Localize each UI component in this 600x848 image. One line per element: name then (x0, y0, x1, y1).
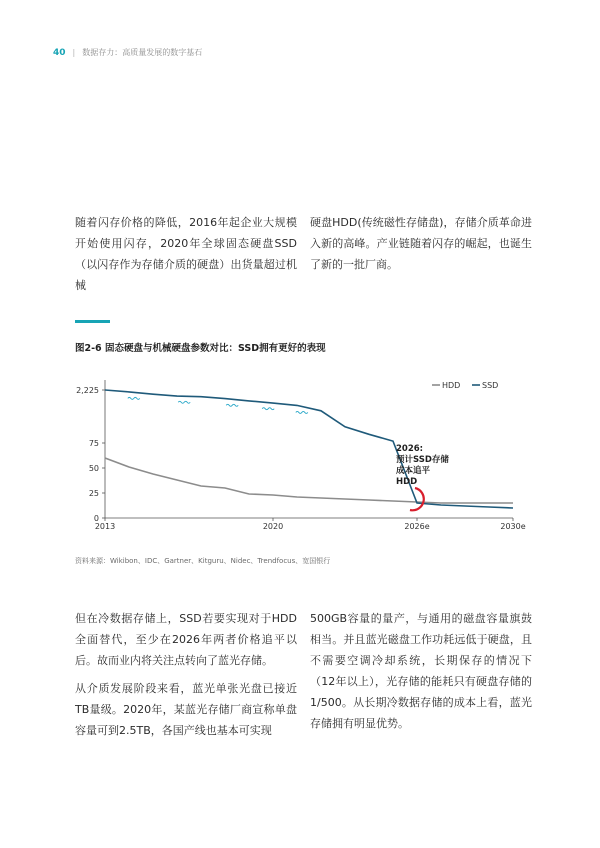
y-tick-label: 0 (93, 514, 99, 523)
paragraph: 500GB容量的量产，与通用的磁盘容量旗鼓相当。并且蓝光磁盘工作功耗远低于硬盘，且不需要空调冷却系统，长期保存的情况下（12年以上），光存储的能耗只有硬盘存储的1/500。从长期冷数据存储的成本上看，蓝光存储拥有明显优势。 (310, 612, 532, 730)
annotation-line: 成本追平 (396, 466, 431, 476)
y-tick-label: 2,225 (76, 386, 99, 395)
crossover-highlight-icon (410, 488, 424, 510)
legend-label: HDD (442, 381, 461, 390)
axis-break-mark (178, 401, 190, 403)
page-number: 40 (53, 47, 66, 58)
annotation-line: HDD (396, 477, 418, 487)
x-tick-label: 2020 (262, 522, 284, 531)
x-tick-label: 2013 (94, 522, 116, 531)
axis-break-mark (262, 408, 274, 410)
paragraph: 但在冷数据存储上，SSD若要实现对于HDD全面替代，至少在2026年两者价格追平以后。故而业内将关注点转向了蓝光存储。 (75, 612, 297, 667)
paragraph: 随着闪存价格的降低，2016年起企业大规模开始使用闪存，2020年全球固态硬盘SSD（以闪存作为存储介质的硬盘）出货量超过机械 (75, 216, 297, 292)
y-tick-label: 50 (88, 464, 99, 473)
running-title: 数据存力：高质量发展的数字基石 (82, 48, 203, 57)
x-tick-label: 2030e (500, 522, 526, 531)
body-text-top-left (75, 212, 297, 303)
x-tick-label: 2026e (404, 522, 430, 531)
body-text-top-right (310, 212, 532, 282)
legend-label: SSD (482, 381, 499, 390)
figure-accent-bar (75, 320, 110, 323)
hdd-series-line (105, 458, 513, 503)
axis-break-mark (128, 397, 140, 399)
figure-title: 图2-6 固态硬盘与机械硬盘参数对比：SSD拥有更好的表现 (75, 343, 326, 354)
paragraph: 硬盘HDD(传统磁性存储盘)，存储介质革命进入新的高峰。产业链随着闪存的崛起，也诞生了新的一批厂商。 (310, 216, 532, 271)
annotation-line: 2026: (396, 444, 424, 454)
page-header (53, 47, 202, 58)
figure-source: 资料来源：Wikibon、IDC、Gartner、Kitguru、Nidec、Trendfocus、宽国银行 (75, 557, 331, 565)
axis-break-mark (296, 411, 308, 413)
paragraph: 从介质发展阶段来看，蓝光单张光盘已接近TB量级。2020年，某蓝光存储厂商宣称单盘容量可到2.5TB，各国产线也基本可实现 (75, 682, 297, 737)
body-text-bottom-right (310, 608, 532, 741)
annotation-line: 预计SSD存储 (396, 455, 449, 465)
header-separator: | (72, 48, 76, 57)
y-tick-label: 75 (88, 439, 99, 448)
body-text-bottom-left (75, 608, 297, 748)
axis-break-mark (226, 404, 238, 406)
ssd-series-line (105, 390, 513, 508)
y-tick-label: 25 (88, 489, 99, 498)
